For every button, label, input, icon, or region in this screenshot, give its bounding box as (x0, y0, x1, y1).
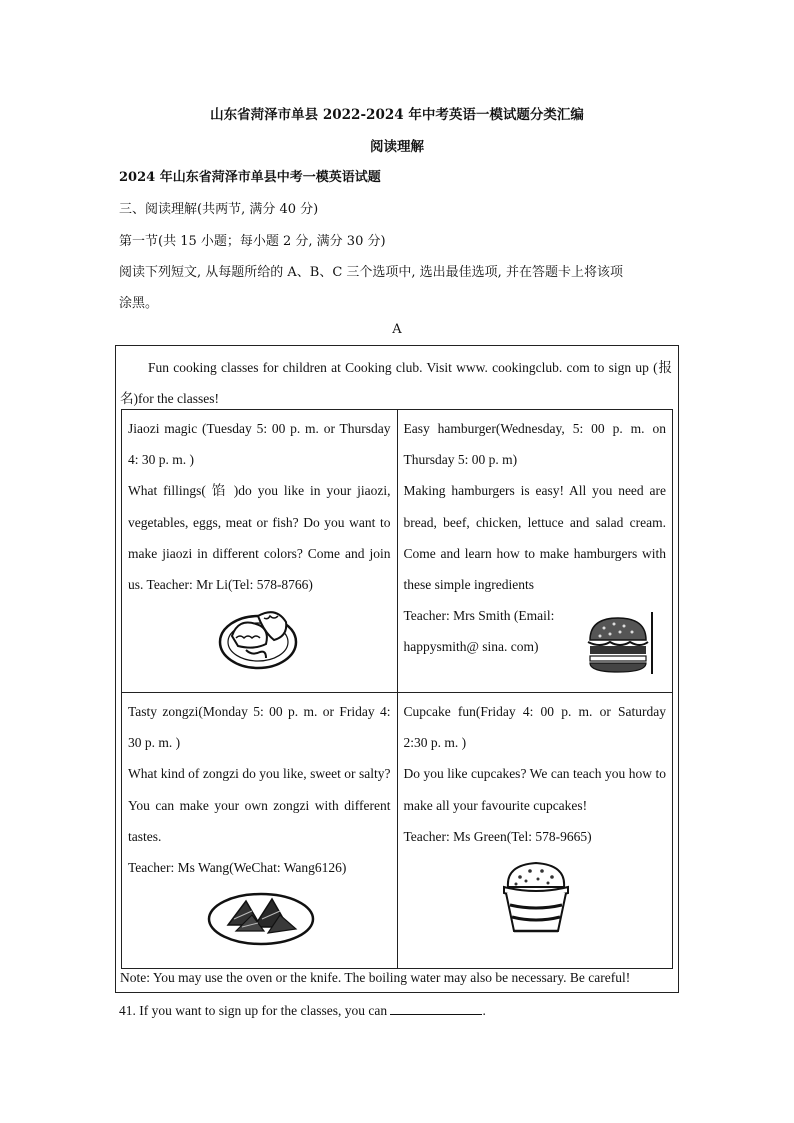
dumplings-plate-icon (218, 598, 304, 672)
class-cell-zongzi (122, 693, 398, 969)
passage-box (115, 345, 679, 993)
class-teacher: Teacher: Ms Wang(WeChat: Wang6126) (128, 860, 347, 876)
question-end: . (482, 1003, 486, 1018)
instruction-line-2: 涂黑。 (119, 296, 159, 311)
answer-blank[interactable] (390, 1000, 482, 1015)
exam-name: 2024 年山东省菏泽市单县中考一模英语试题 (119, 170, 381, 185)
passage-note: Note: You may use the oven or the knife. The boiling water may also be necessary. Be careful! (120, 970, 631, 985)
class-cell-hamburger (397, 410, 673, 693)
document-subtitle: 阅读理解 (370, 139, 424, 155)
document-title: 山东省菏泽市单县 2022-2024 年中考英语一模试题分类汇编 (210, 107, 584, 123)
class-body: What kind of zongzi do you like, sweet or salty? You can make your own zongzi with different tastes. (128, 766, 391, 844)
question-number: 41. (119, 1003, 136, 1018)
hamburger-icon (580, 610, 658, 676)
question-41 (119, 1000, 486, 1019)
passage-label: A (392, 322, 402, 337)
class-email: happysmith@ sina. com) (403, 639, 539, 655)
class-title: Easy hamburger(Wednesday, 5: 00 p. m. on Thursday 5: 00 p. m) (403, 421, 666, 468)
class-body: What fillings( 馅 )do you like in your jiaozi, vegetables, eggs, meat or fish? Do you want to make jiaozi in different colors? Come and join us. Teacher: Mr Li(Tel: 578-8766) (128, 483, 391, 593)
class-teacher: Teacher: Mrs Smith (Email: (403, 608, 555, 624)
class-teacher: Teacher: Ms Green(Tel: 578-9665) (403, 828, 592, 844)
question-text: If you want to sign up for the classes, you can (139, 1003, 388, 1018)
cupcake-icon (498, 857, 576, 937)
class-cell-cupcake (397, 693, 673, 969)
zongzi-plate-icon (206, 889, 316, 947)
class-title: Cupcake fun(Friday 4: 00 p. m. or Saturday 2:30 p. m. ) (403, 704, 666, 751)
class-title: Jiaozi magic (Tuesday 5: 00 p. m. or Thursday 4: 30 p. m. ) (128, 421, 391, 468)
class-cell-jiaozi (122, 410, 398, 693)
instruction-line-1: 阅读下列短文, 从每题所给的 A、B、C 三个选项中, 选出最佳选项, 并在答题卡上将该项 (119, 265, 623, 280)
part-heading: 第一节(共 15 小题；每小题 2 分, 满分 30 分) (119, 234, 386, 249)
passage-intro: Fun cooking classes for children at Cooking club. Visit www. cookingclub. com to sign up (报名)for the classes! (120, 360, 672, 406)
section-heading: 三、阅读理解(共两节, 满分 40 分) (119, 202, 319, 217)
class-title: Tasty zongzi(Monday 5: 00 p. m. or Friday 4: 30 p. m. ) (128, 704, 391, 751)
class-table (121, 409, 673, 969)
class-body: Making hamburgers is easy! All you need are bread, beef, chicken, lettuce and salad cream. Come and learn how to make hamburgers with these simple ingredients (403, 483, 666, 593)
class-body: Do you like cupcakes? We can teach you how to make all your favourite cupcakes! (403, 766, 666, 813)
